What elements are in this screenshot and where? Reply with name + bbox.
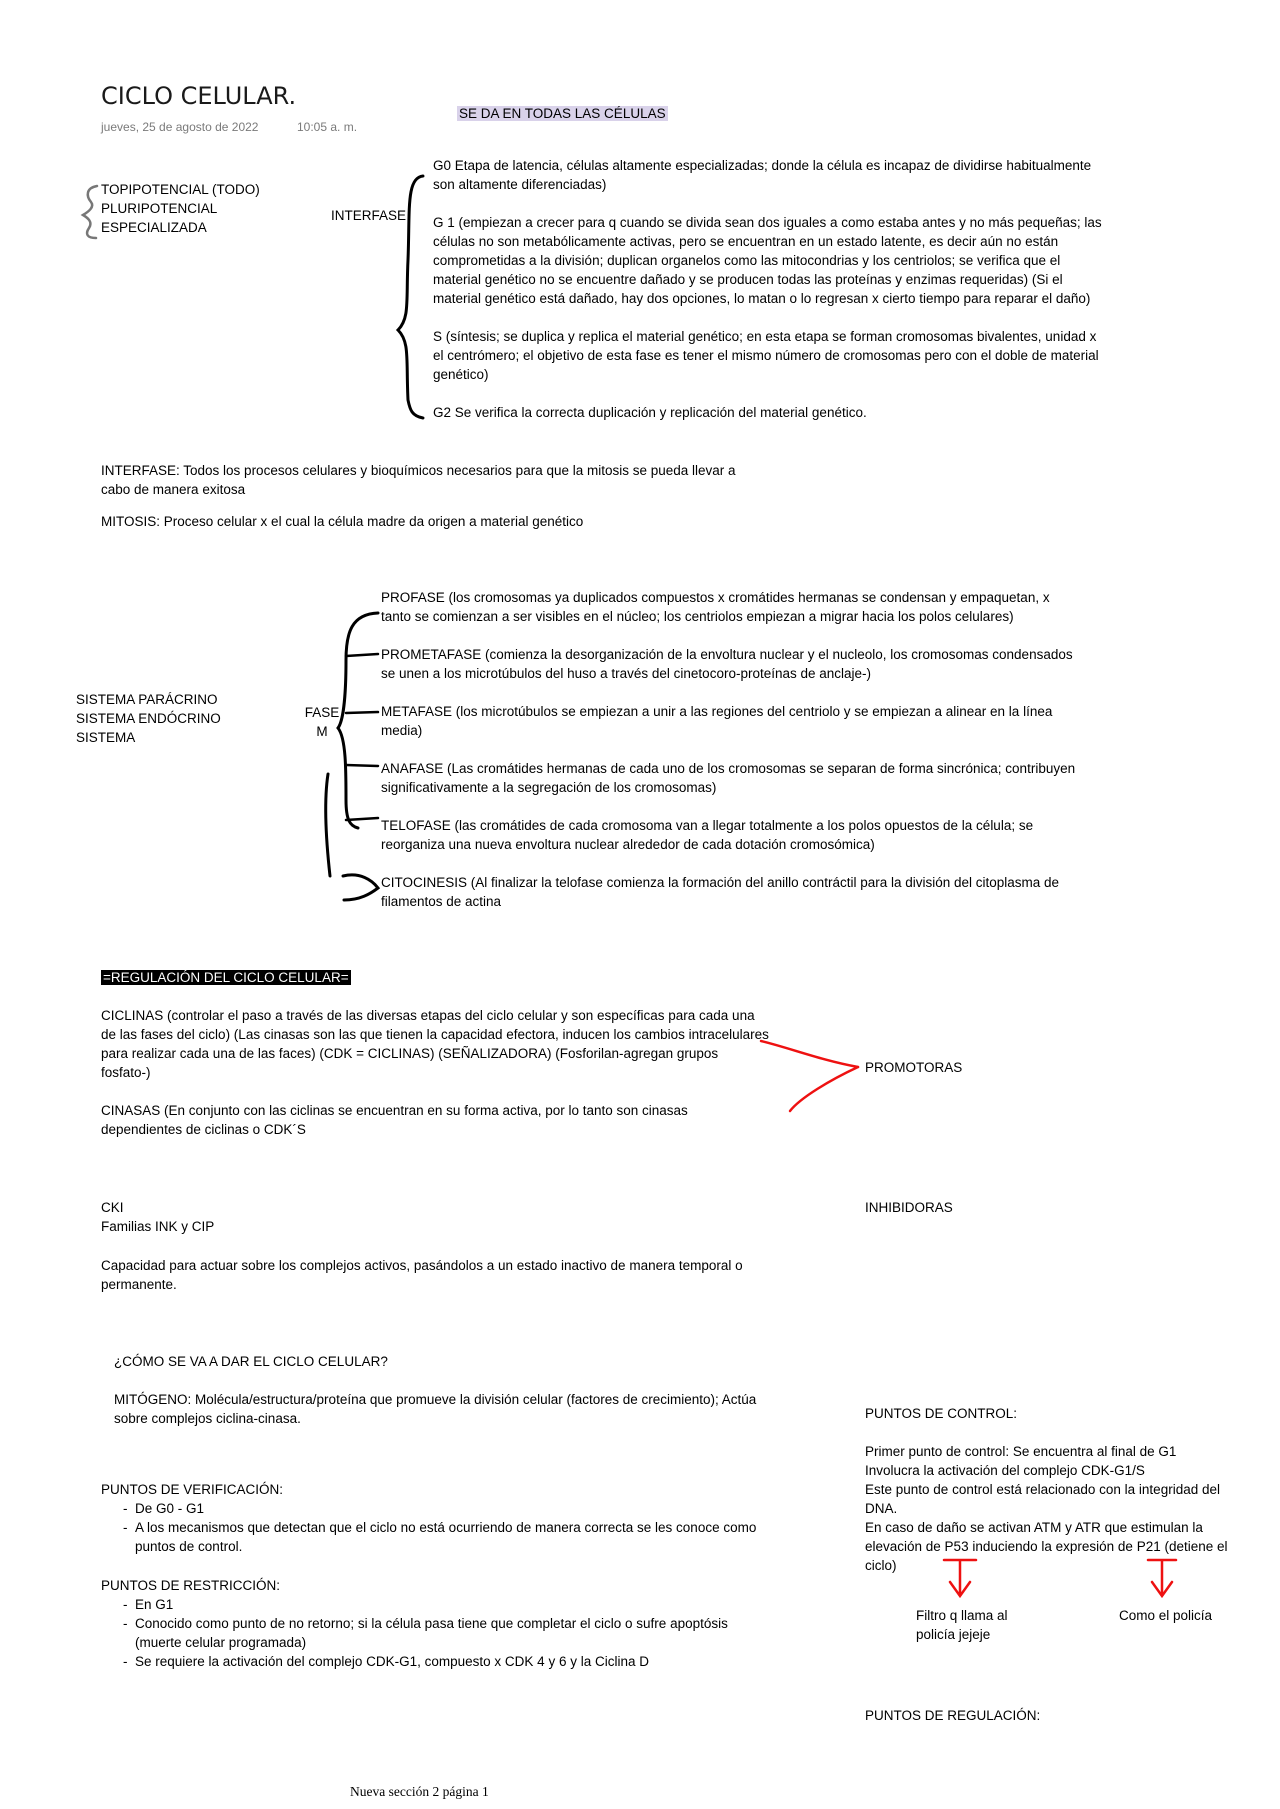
system-item: SISTEMA PARÁCRINO	[76, 692, 218, 707]
verification-item: - De G0 - G1	[101, 1499, 781, 1518]
cycle-question: ¿CÓMO SE VA A DAR EL CICLO CELULAR?	[114, 1354, 388, 1369]
page-title: CICLO CELULAR.	[101, 82, 297, 110]
cki-label: CKI	[101, 1200, 124, 1215]
cell-type-item: ESPECIALIZADA	[101, 220, 207, 235]
cinasas-text: CINASAS (En conjunto con las ciclinas se encuentran en su forma activa, por lo tanto son cinasas dependientes de ciclinas o CDK´S	[101, 1103, 688, 1137]
regulation-heading: =REGULACIÓN DEL CICLO CELULAR=	[103, 970, 349, 985]
interfase-brace	[398, 176, 423, 418]
phase-s: S (síntesis; se duplica y replica el material genético; en esta etapa se forman cromosomas bivalentes, unidad x el centrómero; el objetivo de esta fase es tener el mismo número de cromosomas pero con el doble de material genético)	[433, 329, 1099, 382]
phase-g2: G2 Se verifica la correcta duplicación y replicación del material genético.	[433, 405, 867, 420]
control-line: Involucra la activación del complejo CDK-G1/S	[865, 1463, 1145, 1478]
cki-families: Familias INK y CIP	[101, 1219, 215, 1234]
inhibidoras-label: INHIBIDORAS	[865, 1200, 953, 1215]
phase-g0: G0 Etapa de latencia, células altamente especializadas; donde la célula es incapaz de dividirse habitualmente son altamente diferenciadas)	[433, 158, 1092, 192]
control-heading: PUNTOS DE CONTROL:	[865, 1406, 1018, 1421]
phase-prometafase: PROMETAFASE (comienza la desorganización de la envoltura nuclear y el nucleolo, los cromosomas condensados se unen a los microtúbulos del huso a través del cinetocoro-proteínas de anclaje-)	[381, 647, 1073, 681]
page-date: jueves, 25 de agosto de 2022	[101, 120, 259, 134]
verification-heading: PUNTOS DE VERIFICACIÓN:	[101, 1482, 284, 1497]
citocinesis-bracket	[343, 875, 378, 900]
system-item: SISTEMA ENDÓCRINO	[76, 711, 221, 726]
restriction-item: - Se requiere la activación del complejo CDK-G1, compuesto x CDK 4 y 6 y la Ciclina D	[101, 1652, 741, 1671]
grey-brace	[83, 186, 97, 238]
interfase-definition: INTERFASE: Todos los procesos celulares y bioquímicos necesarios para que la mitosis se pueda llevar a cabo de manera exitosa	[101, 463, 736, 497]
phase-g1: G 1 (empiezan a crecer para q cuando se divida sean dos iguales a como estaba antes y no más pequeñas; las células no son metabólicamente activas, pero se encuentran en un estado latente, es decir aún no están comprometidas a la división; duplican organelos como las mitocondrias y los centriolos; se verifica que el material genético no se encuentre dañado y se producen todas las proteínas y enzimas requeridas) (Si el material genético está dañado, hay dos opciones, lo matan o lo regresan x cierto tiempo para reparar el daño)	[433, 215, 1102, 306]
page-footer: Nueva sección 2 página 1	[350, 1784, 489, 1799]
mitogeno-text: MITÓGENO: Molécula/estructura/proteína que promueve la división celular (factores de crecimiento); Actúa sobre complejos ciclina-cinasa.	[114, 1392, 757, 1426]
cell-type-item: PLURIPOTENCIAL	[101, 201, 218, 216]
phase-profase: PROFASE (los cromosomas ya duplicados compuestos x cromátides hermanas se condensan y empaquetan, x tanto se comienzan a ser visibles en el núcleo; los centriolos empiezan a migrar hacia los polos celulares)	[381, 590, 1050, 624]
highlight-text: SE DA EN TODAS LAS CÉLULAS	[459, 106, 666, 121]
p21-arrow	[1148, 1560, 1176, 1596]
fase-m-label-line: FASE	[304, 705, 340, 720]
promoter-bracket	[761, 1041, 858, 1067]
promoter-bracket	[790, 1067, 858, 1111]
mitosis-definition: MITOSIS: Proceso celular x el cual la célula madre da origen a material genético	[101, 514, 584, 529]
fase-m-tick	[346, 765, 378, 766]
control-line: Este punto de control está relacionado con la integridad del DNA.	[865, 1482, 1220, 1516]
regulation-points-heading: PUNTOS DE REGULACIÓN:	[865, 1708, 1041, 1723]
page-time: 10:05 a. m.	[297, 120, 358, 134]
phase-anafase: ANAFASE (Las cromátides hermanas de cada uno de los cromosomas se separan de forma sincrónica; contribuyen significativamente a la segregación de los cromosomas)	[381, 761, 1076, 795]
p21-note: Como el policía	[1119, 1608, 1213, 1623]
control-line: Primer punto de control: Se encuentra al final de G1	[865, 1444, 1177, 1459]
fase-m-tick	[346, 712, 378, 713]
ciclinas-text: CICLINAS (controlar el paso a través de las diversas etapas del ciclo celular y son específicas para cada una de las fases del ciclo) (Las cinasas son las que tienen la capacidad efectora, inducen los cambios intracelulares para realizar cada una de las faces) (CDK = CICLINAS) (SEÑALIZADORA) (Fosforilan-agregan grupos fosfato-)	[101, 1008, 769, 1080]
control-line: En caso de daño se activan ATM y ATR que estimulan la elevación de P53 induciendo la expresión de P21 (detiene el ciclo)	[865, 1520, 1228, 1573]
promotoras-label: PROMOTORAS	[865, 1060, 963, 1075]
p53-note: Filtro q llama al policía jejeje	[916, 1608, 1008, 1642]
p53-arrow	[944, 1560, 976, 1596]
fase-m-label-line: M	[316, 724, 328, 739]
system-item: SISTEMA	[76, 730, 136, 745]
verification-item: - A los mecanismos que detectan que el ciclo no está ocurriendo de manera correcta se les conoce como puntos de control.	[101, 1518, 781, 1556]
fase-m-tick	[346, 818, 378, 820]
restriction-item: - En G1	[101, 1595, 741, 1614]
capacity-text: Capacidad para actuar sobre los complejos activos, pasándolos a un estado inactivo de manera temporal o permanente.	[101, 1258, 743, 1292]
phase-citocinesis: CITOCINESIS (Al finalizar la telofase comienza la formación del anillo contráctil para la división del citoplasma de filamentos de actina	[381, 875, 1060, 909]
fase-m-brace	[338, 613, 378, 828]
restriction-heading: PUNTOS DE RESTRICCIÓN:	[101, 1578, 281, 1593]
cell-type-item: TOPIPOTENCIAL (TODO)	[101, 182, 260, 197]
phase-telofase: TELOFASE (las cromátides de cada cromosoma van a llegar totalmente a los polos opuestos de la célula; se reorganiza una nueva envoltura nuclear alrededor de cada dotación cromosómica)	[381, 818, 1034, 852]
fase-m-tick	[346, 654, 378, 656]
vertical-mark	[326, 774, 330, 876]
interfase-label: INTERFASE	[331, 208, 407, 223]
phase-metafase: METAFASE (los microtúbulos se empiezan a unir a las regiones del centriolo y se empiezan a alinear en la línea media)	[381, 704, 1053, 738]
restriction-item: - Conocido como punto de no retorno; si la célula pasa tiene que completar el ciclo o sufre apoptósis (muerte celular programada)	[101, 1614, 741, 1652]
